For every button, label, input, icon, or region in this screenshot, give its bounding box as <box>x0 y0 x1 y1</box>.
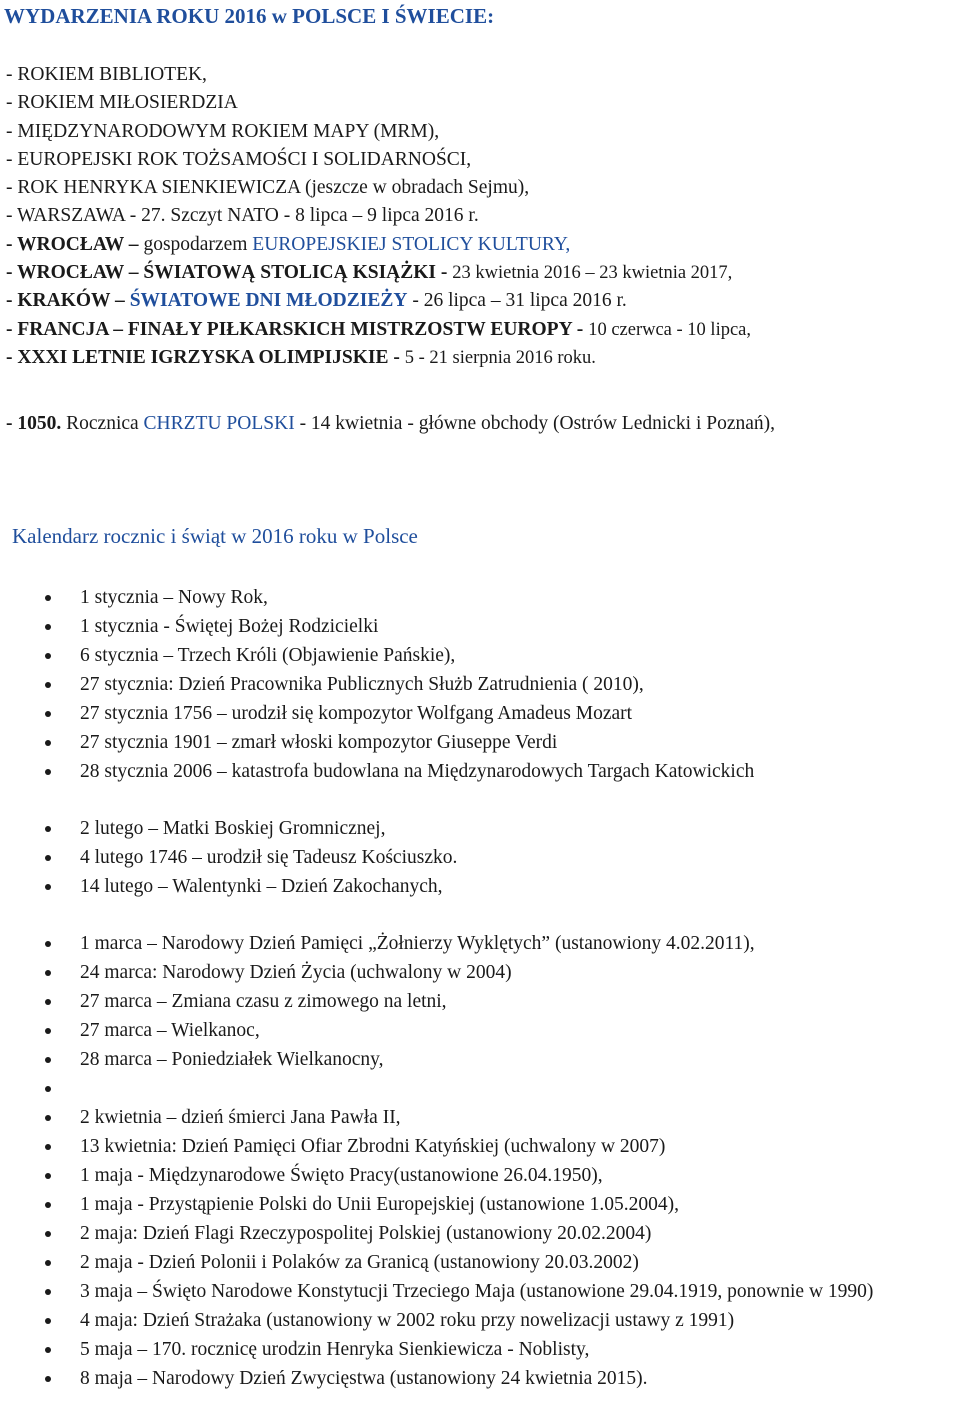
event-name: FINAŁY PIŁKARSKICH MISTRZOSTW EUROPY - <box>127 318 589 340</box>
list-item: 14 lutego – Walentynki – Dzień Zakochanych, <box>0 872 960 901</box>
list-item: 1 maja - Przystąpienie Polski do Unii Europejskiej (ustanowione 1.05.2004), <box>0 1190 960 1219</box>
list-item: 8 maja – Narodowy Dzień Zwycięstwa (ustanowiony 24 kwietnia 2015). <box>0 1364 960 1393</box>
bullet-icon <box>45 1289 51 1295</box>
list-item: 28 stycznia 2006 – katastrofa budowlana na Międzynarodowych Targach Katowickich <box>0 757 960 786</box>
event-wroclaw-culture <box>6 231 751 259</box>
bullet-icon <box>45 711 51 717</box>
bullet-icon <box>45 1173 51 1179</box>
event-text: gospodarzem <box>143 233 253 255</box>
bullet-icon <box>45 1376 51 1382</box>
list-item: 27 stycznia 1901 – zmarł włoski kompozytor Giuseppe Verdi <box>0 728 960 757</box>
calendar-list <box>0 583 960 1393</box>
event-name: Szczyt NATO - <box>170 205 296 227</box>
list-item: 5 maja – 170. rocznicę urodzin Henryka Sienkiewicza - Noblisty, <box>0 1335 960 1364</box>
bullet-icon <box>45 970 51 976</box>
bullet-icon <box>45 624 51 630</box>
bullet-icon <box>45 1202 51 1208</box>
list-item: 27 stycznia: Dzień Pracownika Publicznych Służb Zatrudnienia ( 2010), <box>0 670 960 699</box>
list-item: 3 maja – Święto Narodowe Konstytucji Trzeciego Maja (ustanowione 29.04.1919, ponownie w 1990) <box>0 1277 960 1306</box>
bullet-icon <box>45 826 51 832</box>
calendar-title: Kalendarz rocznic i świąt w 2016 roku w Polsce <box>12 524 418 548</box>
event-france <box>6 316 751 344</box>
event-name: ŚWIATOWE DNI MŁODZIEŻY <box>129 290 408 312</box>
event-olympics <box>6 344 751 372</box>
event-place: - KRAKÓW – <box>6 290 130 312</box>
list-item: 13 kwietnia: Dzień Pamięci Ofiar Zbrodni Katyńskiej (uchwalony w 2007) <box>0 1132 960 1161</box>
event-place: - FRANCJA – <box>6 318 128 340</box>
event-date: 10 czerwca - 10 lipca, <box>588 319 752 340</box>
list-item <box>0 1074 960 1103</box>
event-date: 8 lipca – 9 lipca 2016 r. <box>295 205 479 227</box>
bullet-icon <box>45 1057 51 1063</box>
list-item: 27 stycznia 1756 – urodził się kompozytor Wolfgang Amadeus Mozart <box>0 699 960 728</box>
spacer <box>0 901 960 929</box>
spacer <box>0 786 960 814</box>
year-line: - ROK HENRYKA SIENKIEWICZA (jeszcze w obradach Sejmu), <box>6 177 530 199</box>
event-name: - WROCŁAW – ŚWIATOWĄ STOLICĄ KSIĄŻKI - <box>6 262 453 284</box>
years-block <box>6 61 751 372</box>
event-name: - XXXI LETNIE IGRZYSKA OLIMPIJSKIE - <box>6 346 405 368</box>
list-item: 27 marca – Zmiana czasu z zimowego na letni, <box>0 987 960 1016</box>
bullet-icon <box>45 769 51 775</box>
event-name: EUROPEJSKIEJ STOLICY KULTURY, <box>252 233 571 255</box>
list-item: 2 maja - Dzień Polonii i Polaków za Granicą (ustanowiony 20.03.2002) <box>0 1248 960 1277</box>
event-wroclaw-book <box>6 259 751 287</box>
list-item: 2 kwietnia – dzień śmierci Jana Pawła II, <box>0 1103 960 1132</box>
list-item: 1 stycznia – Nowy Rok, <box>0 583 960 612</box>
page-title: WYDARZENIA ROKU 2016 w POLSCE I ŚWIECIE: <box>4 4 495 28</box>
bullet-icon <box>45 855 51 861</box>
event-date: 5 - 21 sierpnia 2016 roku. <box>404 347 596 368</box>
bullet-icon <box>45 999 51 1005</box>
list-item: 27 marca – Wielkanoc, <box>0 1016 960 1045</box>
event-place: - WROCŁAW – <box>6 233 144 255</box>
list-item: 4 maja: Dzień Strażaka (ustanowiony w 2002 roku przy nowelizacji ustawy z 1991) <box>0 1306 960 1335</box>
bullet-icon <box>45 1115 51 1121</box>
baptism-details: - 14 kwietnia - główne obchody (Ostrów Lednicki i Poznań), <box>294 413 776 434</box>
event-date: - 26 lipca – 31 lipca 2016 r. <box>407 290 627 312</box>
bullet-icon <box>45 1260 51 1266</box>
baptism-paragraph <box>6 410 956 437</box>
year-line: - ROKIEM MIŁOSIERDZIA <box>6 92 238 114</box>
bullet-icon <box>45 1318 51 1324</box>
list-item: 2 maja: Dzień Flagi Rzeczypospolitej Polskiej (ustanowiony 20.02.2004) <box>0 1219 960 1248</box>
event-date: 23 kwietnia 2016 – 23 kwietnia 2017, <box>452 263 733 284</box>
list-item: 24 marca: Narodowy Dzień Życia (uchwalony w 2004) <box>0 958 960 987</box>
list-item: 28 marca – Poniedziałek Wielkanocny, <box>0 1045 960 1074</box>
list-item: 1 stycznia - Świętej Bożej Rodzicielki <box>0 612 960 641</box>
bullet-icon <box>45 595 51 601</box>
list-item: 4 lutego 1746 – urodził się Tadeusz Kościuszko. <box>0 843 960 872</box>
event-place: - WARSZAWA - 27. <box>6 205 171 227</box>
baptism-label: Rocznica <box>66 413 144 434</box>
list-item: 6 stycznia – Trzech Króli (Objawienie Pańskie), <box>0 641 960 670</box>
event-nato <box>6 202 751 230</box>
bullet-icon <box>45 682 51 688</box>
bullet-icon <box>45 941 51 947</box>
baptism-title: CHRZTU POLSKI <box>143 413 295 434</box>
year-line: - ROKIEM BIBLIOTEK, <box>6 64 207 85</box>
bullet-icon <box>45 653 51 659</box>
event-krakow <box>6 287 751 315</box>
baptism-year: - 1050. <box>6 413 67 434</box>
year-line: - EUROPEJSKI ROK TOŻSAMOŚCI I SOLIDARNOŚCI, <box>6 148 472 170</box>
bullet-icon <box>45 1231 51 1237</box>
bullet-icon <box>45 1347 51 1353</box>
bullet-icon <box>45 740 51 746</box>
list-item: 1 maja - Międzynarodowe Święto Pracy(ustanowione 26.04.1950), <box>0 1161 960 1190</box>
list-item: 1 marca – Narodowy Dzień Pamięci „Żołnierzy Wyklętych” (ustanowiony 4.02.2011), <box>0 929 960 958</box>
bullet-icon <box>45 1086 51 1092</box>
bullet-icon <box>45 1028 51 1034</box>
bullet-icon <box>45 1144 51 1150</box>
list-item: 2 lutego – Matki Boskiej Gromnicznej, <box>0 814 960 843</box>
bullet-icon <box>45 884 51 890</box>
year-line: - MIĘDZYNARODOWYM ROKIEM MAPY (MRM), <box>6 120 440 142</box>
